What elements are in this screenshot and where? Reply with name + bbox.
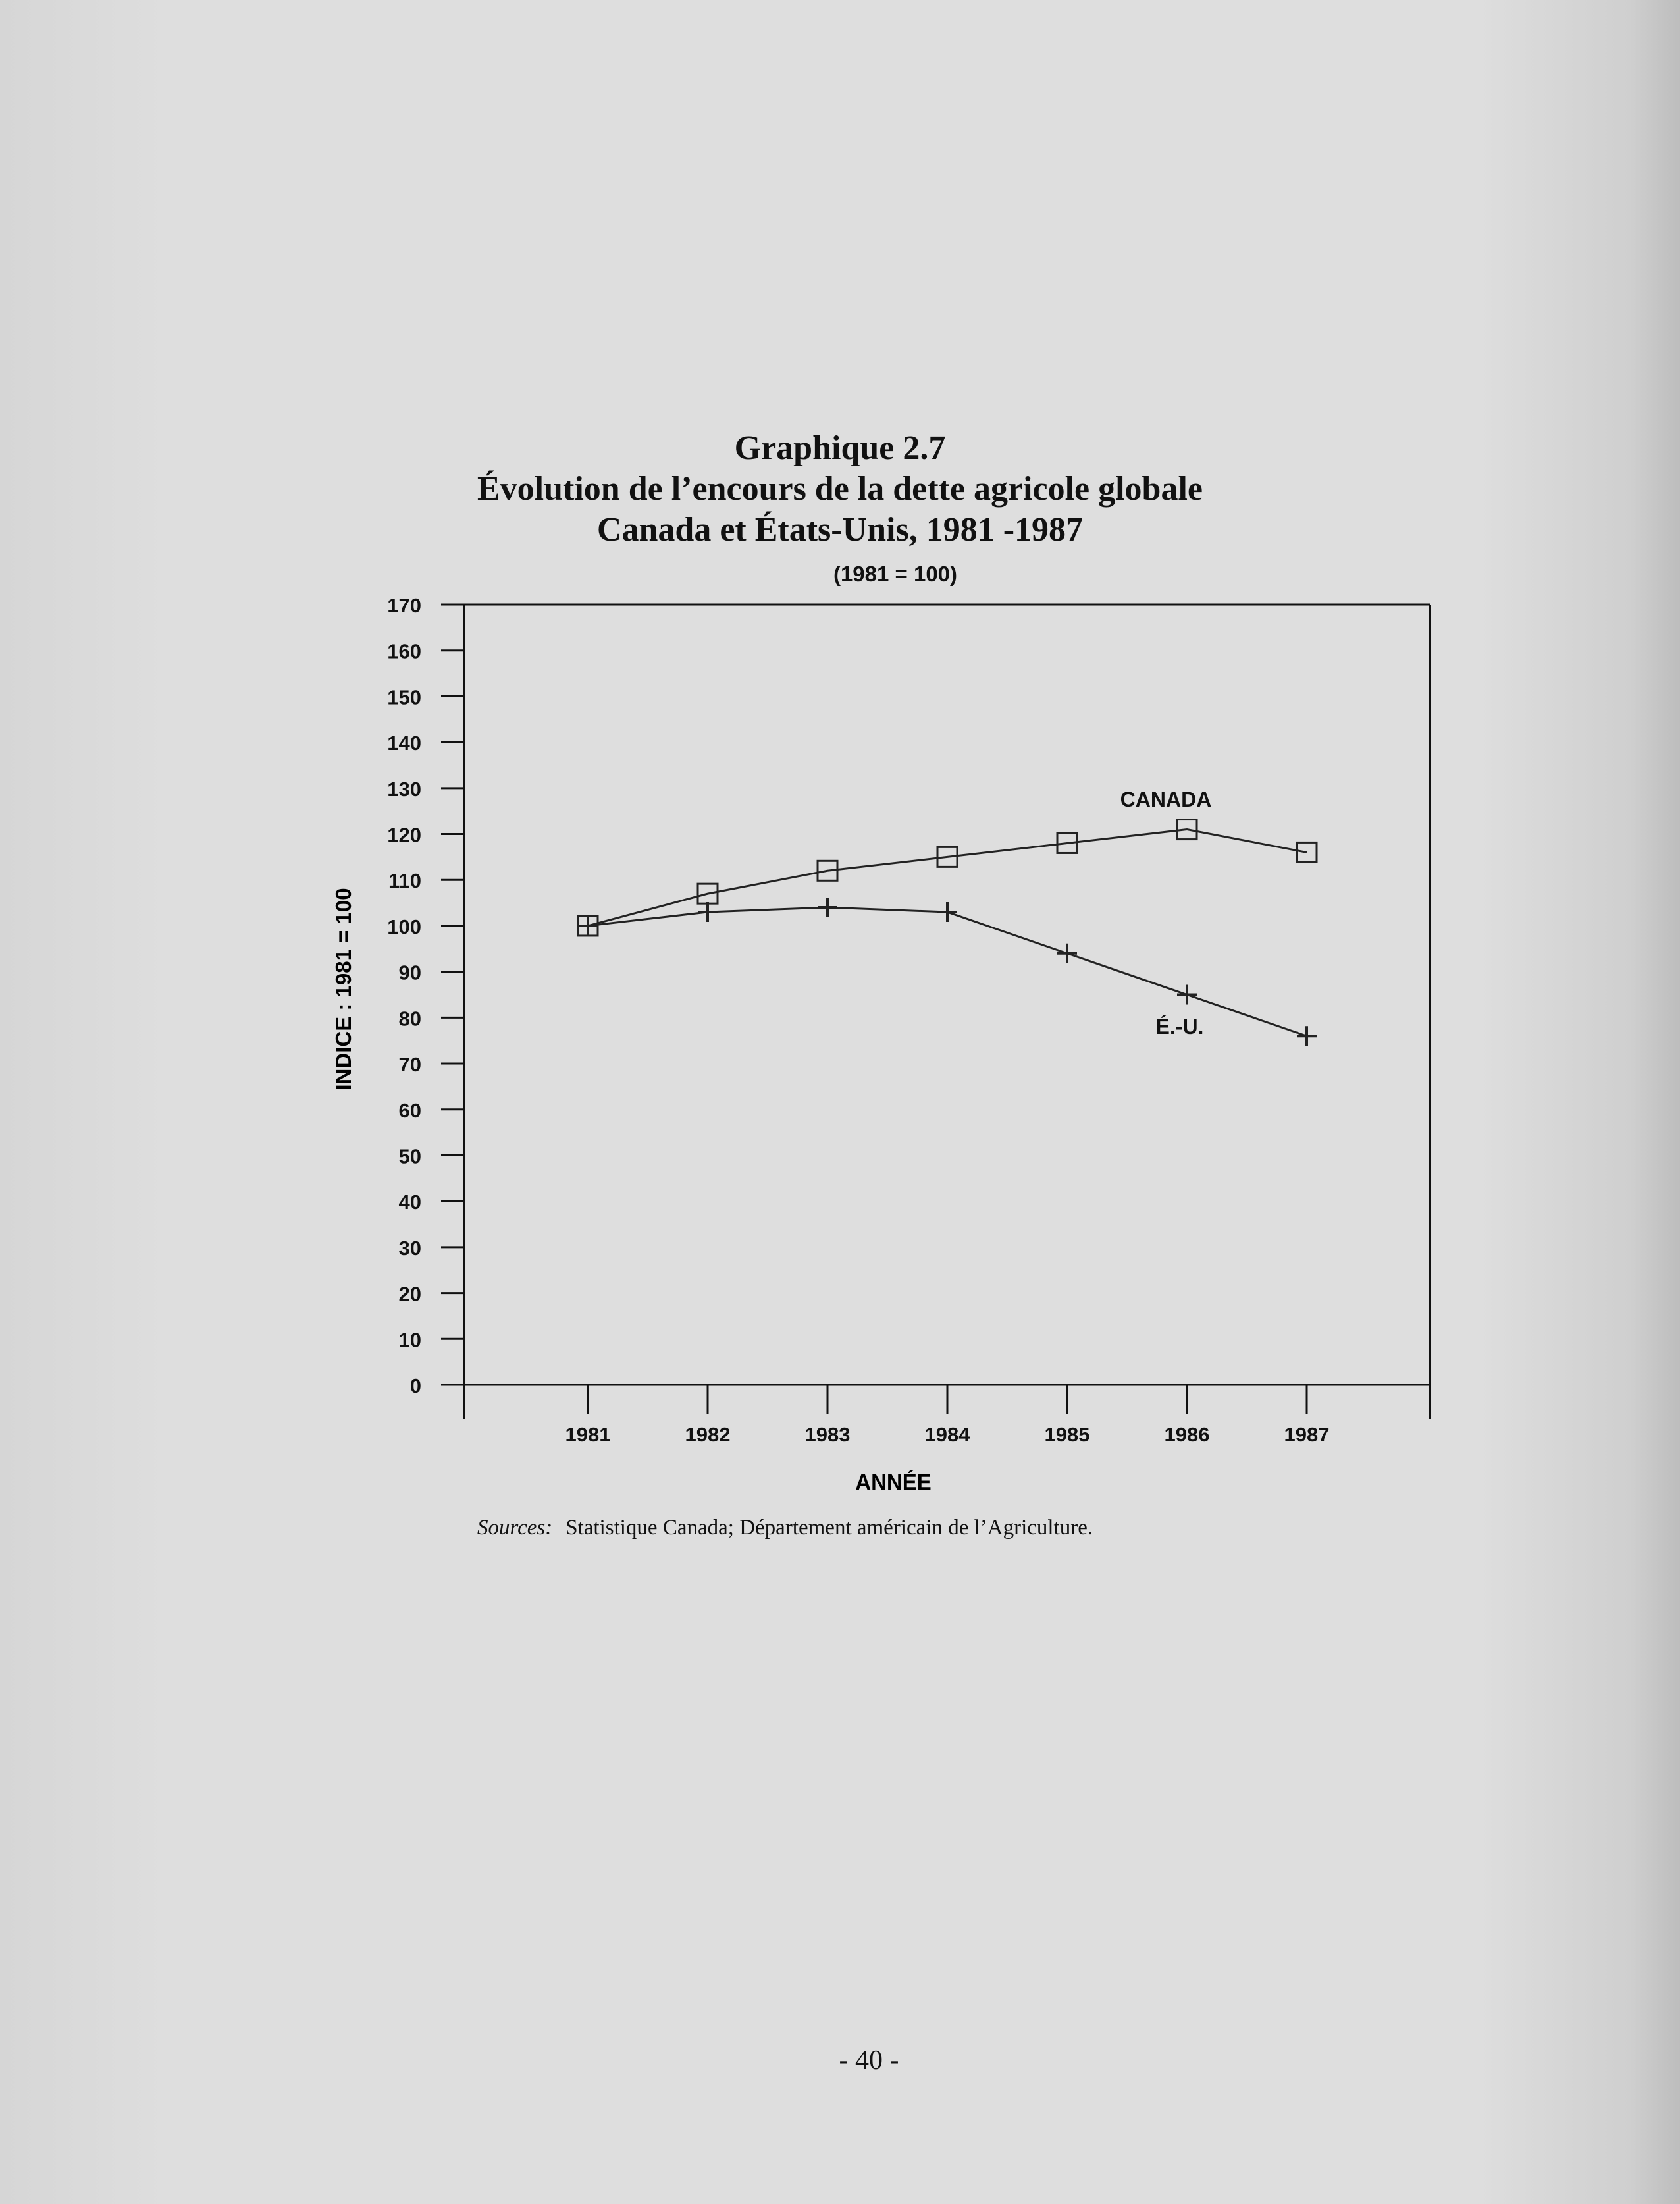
y-tick-label: 50 (398, 1144, 421, 1168)
series-group (578, 788, 1317, 1046)
x-tick-label: 1983 (804, 1423, 851, 1446)
source-note (477, 1516, 1093, 1540)
figure-title: Évolution de l’encours de la dette agricole globale (477, 470, 1203, 508)
us-data-point (578, 916, 598, 936)
figure-subtitle: Canada et États-Unis, 1981 -1987 (596, 511, 1084, 549)
y-tick-label: 160 (387, 639, 421, 663)
x-axis (565, 1385, 1330, 1446)
y-tick-label: 10 (398, 1328, 421, 1352)
y-tick-label: 30 (398, 1236, 421, 1260)
y-tick-label: 0 (409, 1374, 421, 1397)
us-data-point (698, 902, 718, 922)
y-tick-label: 20 (398, 1282, 421, 1306)
y-tick-label: 90 (398, 961, 421, 984)
y-tick-label: 130 (387, 777, 421, 801)
y-tick-label: 170 (387, 594, 421, 617)
source-text: Statistique Canada; Département américain de l’Agriculture. (565, 1516, 1093, 1540)
us-data-point (1177, 985, 1197, 1005)
x-tick-label: 1987 (1284, 1423, 1330, 1446)
y-tick-label: 100 (387, 915, 421, 938)
y-tick-label: 60 (398, 1098, 421, 1122)
us-data-point (1297, 1026, 1317, 1046)
x-axis-title: ANNÉE (855, 1470, 932, 1494)
series-label-us: É.-U. (1155, 1015, 1204, 1038)
figure-note: (1981 = 100) (833, 562, 958, 586)
y-tick-label: 140 (387, 732, 421, 755)
y-axis (387, 594, 464, 1397)
plot-frame (441, 605, 1430, 1419)
x-tick-label: 1981 (565, 1423, 611, 1446)
page-number: - 40 - (839, 2045, 899, 2076)
y-tick-label: 70 (398, 1053, 421, 1077)
us-data-point (1057, 944, 1077, 963)
series-label-canada: CANADA (1120, 788, 1212, 811)
us-data-point (937, 902, 957, 922)
x-tick-label: 1986 (1164, 1423, 1210, 1446)
y-tick-label: 80 (398, 1007, 421, 1031)
y-tick-label: 40 (398, 1191, 421, 1214)
x-tick-label: 1984 (924, 1423, 970, 1446)
y-tick-label: 110 (388, 869, 421, 893)
x-tick-label: 1982 (685, 1423, 731, 1446)
y-tick-label: 120 (387, 823, 421, 847)
source-label: Sources: (477, 1516, 553, 1540)
y-axis-title: INDICE : 1981 = 100 (331, 888, 355, 1090)
figure-label: Graphique 2.7 (734, 429, 946, 467)
x-tick-label: 1985 (1044, 1423, 1090, 1446)
us-data-point (818, 898, 837, 917)
y-tick-label: 150 (387, 685, 421, 709)
